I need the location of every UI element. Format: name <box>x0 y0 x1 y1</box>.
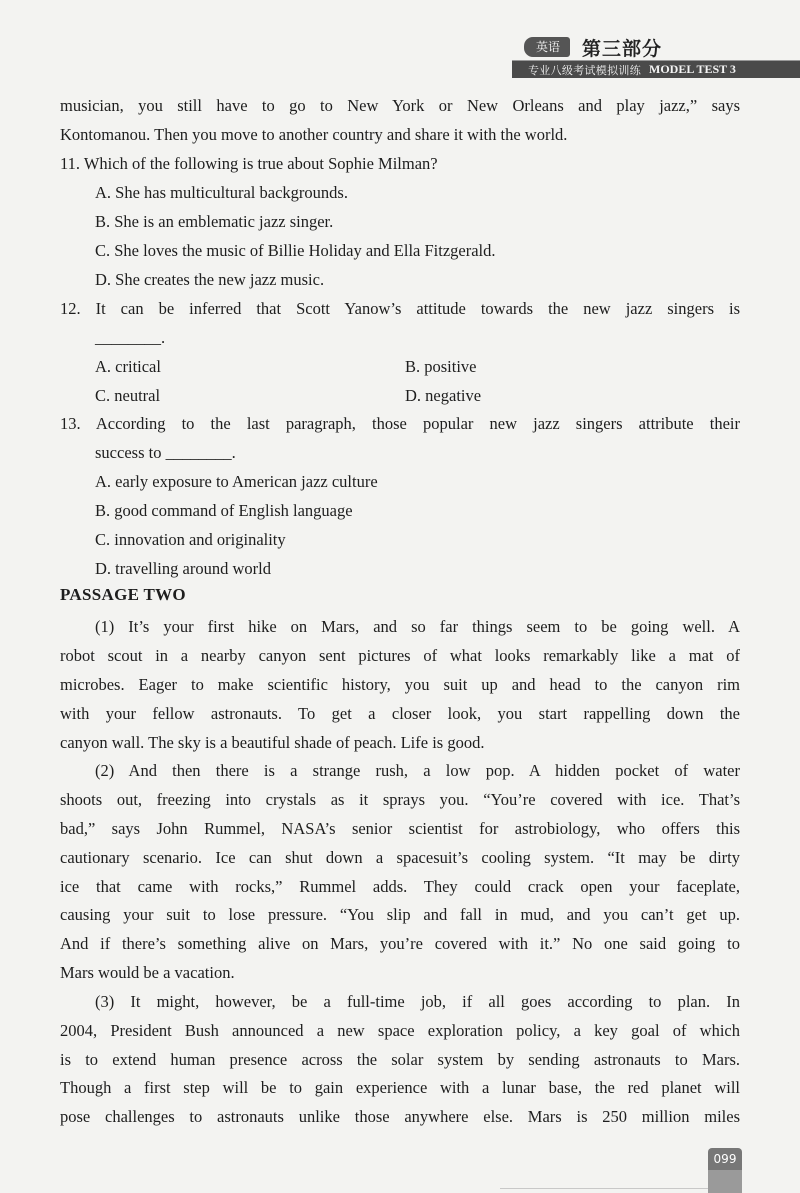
text-line: Kontomanou. Then you move to another country and share it with the world. <box>60 125 568 144</box>
text-line: musician, you still have to go to New York or New Orleans and play jazz,” says <box>60 96 740 115</box>
q12-option-c: C. neutral <box>95 386 161 405</box>
q13-option-d: D. travelling around world <box>95 559 271 578</box>
page-number: 099 <box>708 1148 742 1170</box>
header-subtitle: 专业八级考试模拟训练 <box>528 63 641 77</box>
q11-option-b: B. She is an emblematic jazz singer. <box>95 212 334 231</box>
paragraph-line: canyon wall. The sky is a beautiful shade of peach. Life is good. <box>60 733 485 752</box>
q12-option-b: B. positive <box>405 357 477 376</box>
paragraph-line: robot scout in a nearby canyon sent pictures of what looks remarkably like a mat of <box>60 646 740 665</box>
paragraph-line: causing your suit to lose pressure. “You slip and fall in mud, and you can’t get up. <box>60 905 740 924</box>
paragraph-line: is to extend human presence across the solar system by sending astronauts to Mars. <box>60 1050 740 1069</box>
question-13-stem: 13. According to the last paragraph, those popular new jazz singers attribute their <box>60 414 740 433</box>
question-11-stem: 11. Which of the following is true about Sophie Milman? <box>60 154 438 173</box>
paragraph-line: (2) And then there is a strange rush, a low pop. A hidden pocket of water <box>95 761 740 780</box>
q12-option-a: A. critical <box>95 357 161 376</box>
paragraph-line: And if there’s something alive on Mars, you’re covered with it.” No one said going to <box>60 934 740 953</box>
question-12-stem: 12. It can be inferred that Scott Yanow’s attitude towards the new jazz singers is <box>60 299 740 318</box>
page-number-tab <box>708 1170 742 1193</box>
question-13-stem-cont: success to ________. <box>95 443 236 462</box>
header-bar <box>512 60 800 78</box>
footer-rule <box>500 1188 708 1189</box>
q12-option-d: D. negative <box>405 386 482 405</box>
paragraph-line: (3) It might, however, be a full-time job, if all goes according to plan. In <box>95 992 740 1011</box>
paragraph-line: Though a first step will be to gain experience with a lunar base, the red planet will <box>60 1078 740 1097</box>
paragraph-line: shoots out, freezing into crystals as it sprays you. “You’re covered with ice. That’s <box>60 790 740 809</box>
paragraph-line: pose challenges to astronauts unlike those anywhere else. Mars is 250 million miles <box>60 1107 740 1126</box>
paragraph-line: Mars would be a vacation. <box>60 963 235 982</box>
q13-option-a: A. early exposure to American jazz culture <box>95 472 378 491</box>
passage-heading: PASSAGE TWO <box>60 585 186 604</box>
paragraph-line: 2004, President Bush announced a new space exploration policy, a key goal of which <box>60 1021 740 1040</box>
q13-option-c: C. innovation and originality <box>95 530 286 549</box>
paragraph-line: cautionary scenario. Ice can shut down a spacesuit’s cooling system. “It may be dirty <box>60 848 740 867</box>
paragraph-line: (1) It’s your first hike on Mars, and so far things seem to be going well. A <box>95 617 740 636</box>
paragraph-line: microbes. Eager to make scientific history, you suit up and head to the canyon rim <box>60 675 740 694</box>
q11-option-c: C. She loves the music of Billie Holiday and Ella Fitzgerald. <box>95 241 496 260</box>
paragraph-line: bad,” says John Rummel, NASA’s senior scientist for astrobiology, who offers this <box>60 819 740 838</box>
model-test-label: MODEL TEST 3 <box>649 62 736 76</box>
subject-tag: 英语 <box>524 37 570 57</box>
question-12-blank: ________. <box>95 328 166 347</box>
section-header <box>524 34 662 60</box>
q11-option-a: A. She has multicultural backgrounds. <box>95 183 348 202</box>
q11-option-d: D. She creates the new jazz music. <box>95 270 325 289</box>
paragraph-line: ice that came with rocks,” Rummel adds. They could crack open your faceplate, <box>60 877 740 896</box>
q13-option-b: B. good command of English language <box>95 501 353 520</box>
paragraph-line: with your fellow astronauts. To get a closer look, you start rappelling down the <box>60 704 740 723</box>
part-title: 第三部分 <box>582 37 663 60</box>
